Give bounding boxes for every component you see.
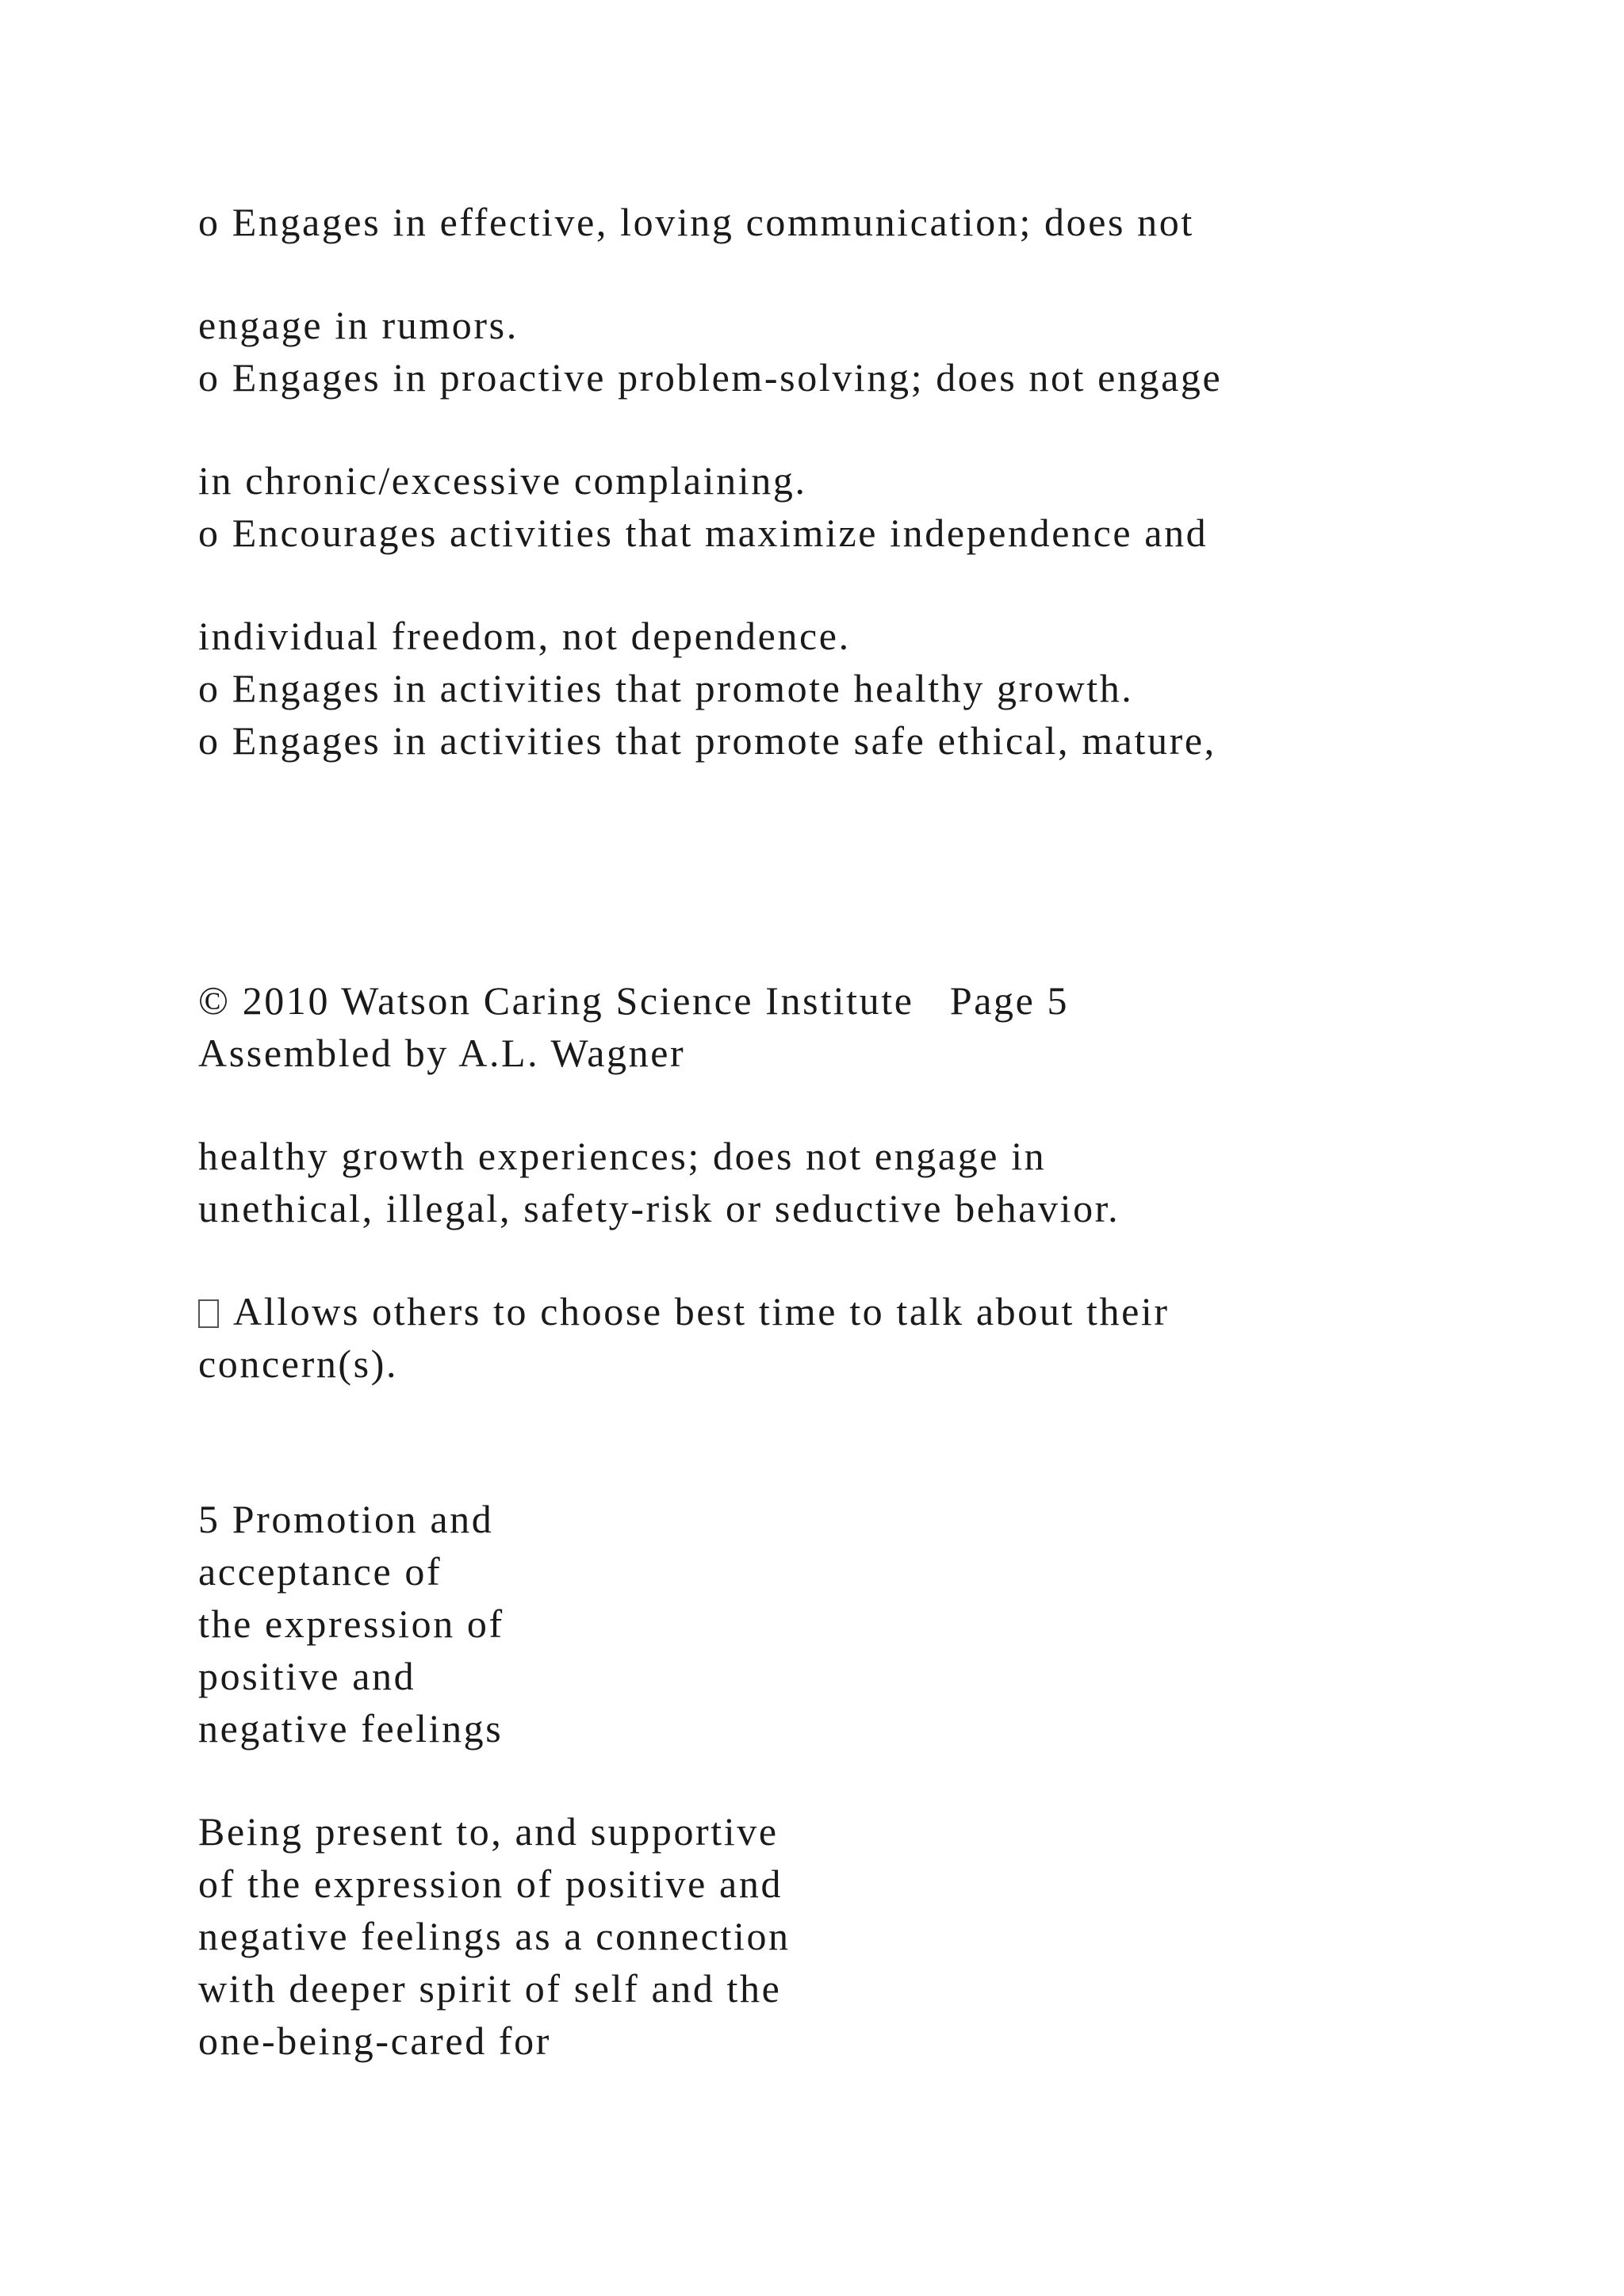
section5-description-line: of the expression of positive and	[198, 1862, 783, 1906]
section5-heading-line: positive and	[198, 1654, 416, 1698]
checkbox-icon	[198, 1299, 219, 1328]
page-footer-copyright: © 2010 Watson Caring Science Institute Page 5	[198, 978, 1070, 1023]
section5-heading-line: acceptance of	[198, 1549, 442, 1594]
section5-description-line: one-being-cared for	[198, 2019, 552, 2063]
checklist-item-label: Allows others to choose best time to talk about their	[233, 1289, 1170, 1334]
bullet-independence-cont: individual freedom, not dependence.	[198, 614, 851, 658]
bullet-safe-ethical-cont2: unethical, illegal, safety-risk or seductive behavior.	[198, 1186, 1120, 1230]
bullet-safe-ethical-cont1: healthy growth experiences; does not engage in	[198, 1134, 1047, 1178]
bullet-communication: o Engages in effective, loving communication; does not	[198, 200, 1194, 244]
bullet-problem-solving: o Engages in proactive problem-solving; does not engage	[198, 355, 1223, 400]
bullet-independence: o Encourages activities that maximize independence and	[198, 511, 1208, 555]
checklist-item-allows-others	[198, 1288, 1170, 1335]
bullet-communication-cont: engage in rumors.	[198, 303, 519, 347]
section5-description-line: with deeper spirit of self and the	[198, 1966, 782, 2011]
section5-description-line: Being present to, and supportive	[198, 1809, 779, 1854]
section5-heading-line: 5 Promotion and	[198, 1497, 494, 1541]
bullet-problem-solving-cont: in chronic/excessive complaining.	[198, 458, 807, 503]
checklist-item-cont: concern(s).	[198, 1341, 399, 1386]
section5-heading-line: negative feelings	[198, 1706, 504, 1751]
section5-heading-line: the expression of	[198, 1601, 504, 1646]
bullet-safe-ethical: o Engages in activities that promote safe ethical, mature,	[198, 718, 1216, 763]
page-footer-assembled: Assembled by A.L. Wagner	[198, 1031, 686, 1075]
section5-description-line: negative feelings as a connection	[198, 1914, 791, 1958]
bullet-healthy-growth: o Engages in activities that promote healthy growth.	[198, 666, 1134, 710]
